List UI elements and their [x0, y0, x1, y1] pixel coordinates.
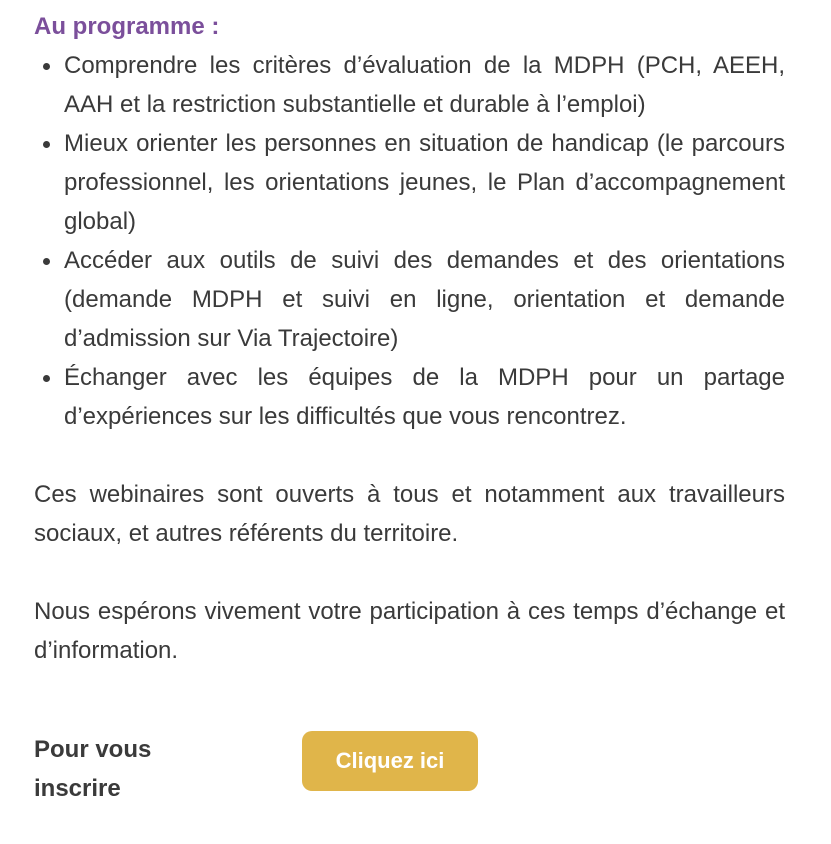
- open-to-all-paragraph: Ces webinaires sont ouverts à tous et notamment aux travailleurs sociaux, et autres référents du territoire.: [34, 481, 785, 547]
- program-item-tools: Accéder aux outils de suivi des demandes et des orientations (demande MDPH et suivi en ligne, orientation et demande d’admission sur Via Trajectoire): [64, 241, 785, 358]
- register-row: [34, 730, 785, 810]
- program-list: [34, 46, 785, 436]
- program-item-exchange: Échanger avec les équipes de la MDPH pour un partage d’expériences sur les difficultés que vous rencontrez.: [64, 358, 785, 436]
- participation-paragraph: Nous espérons vivement votre participation à ces temps d’échange et d’information.: [34, 598, 785, 664]
- register-label: Pour vous inscrire: [34, 736, 152, 802]
- email-content: [34, 0, 785, 670]
- program-item-orientation: Mieux orienter les personnes en situation de handicap (le parcours professionnel, les orientations jeunes, le Plan d’accompagnement global): [64, 124, 785, 241]
- register-button[interactable]: Cliquez ici: [302, 731, 478, 791]
- program-heading: Au programme :: [34, 13, 220, 40]
- program-item-criteria: Comprendre les critères d’évaluation de la MDPH (PCH, AEEH, AAH et la restriction substantielle et durable à l’emploi): [64, 46, 785, 124]
